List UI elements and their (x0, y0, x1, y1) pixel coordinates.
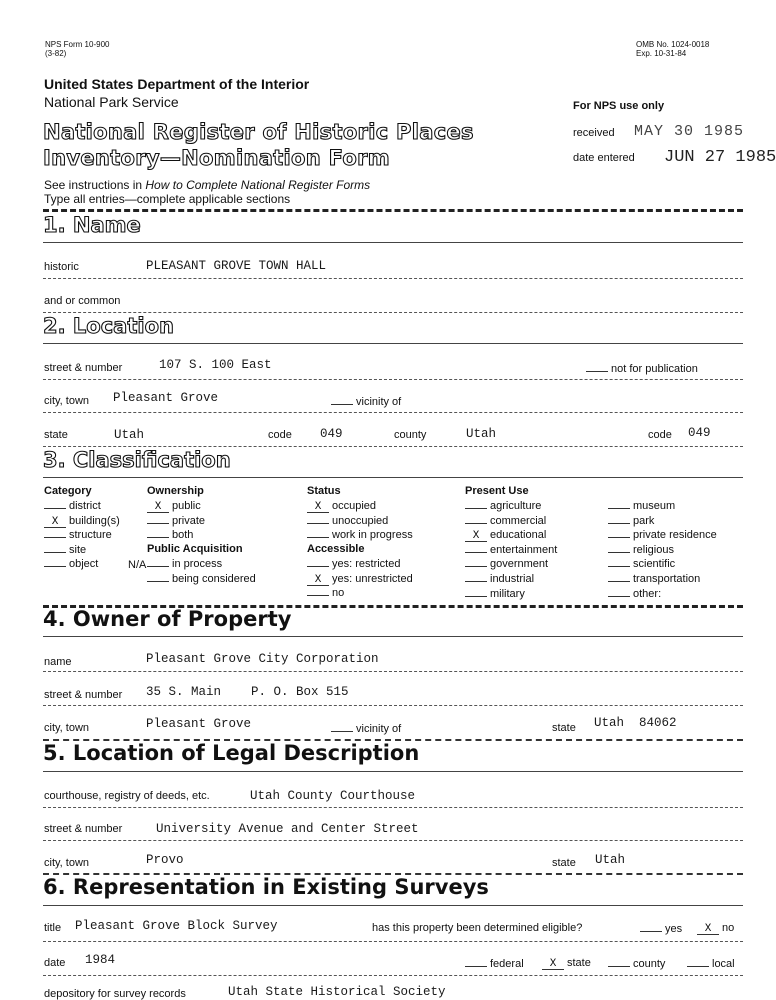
owner-street-field[interactable]: 35 S. Main P. O. Box 515 (146, 685, 349, 699)
checkbox-option[interactable] (307, 514, 413, 529)
divider (43, 705, 743, 706)
survey-title-label: title (44, 922, 62, 934)
historic-name-field[interactable]: PLEASANT GROVE TOWN HALL (146, 259, 327, 273)
owner-vicinity-of[interactable]: vicinity of (331, 722, 401, 735)
checkbox-option[interactable] (608, 557, 717, 572)
checkbox-label: yes: restricted (332, 558, 401, 570)
checkbox-mark[interactable] (608, 587, 630, 597)
state-label: state (44, 429, 68, 441)
checkbox-label: religious (633, 543, 674, 556)
checkbox-mark[interactable] (465, 572, 487, 582)
status-heading: Status (307, 485, 341, 497)
date-entered-label: date entered (573, 152, 635, 164)
survey-date-field[interactable]: 1984 (85, 953, 116, 967)
checkbox-mark[interactable] (608, 528, 630, 538)
checkbox-mark[interactable]: X (44, 518, 66, 528)
checkbox-option[interactable] (465, 557, 557, 572)
checkbox-mark[interactable] (608, 514, 630, 524)
instructions-line1: See instructions in How to Complete National Register Forms (44, 178, 371, 192)
checkbox-label: other: (633, 587, 662, 600)
checkbox-mark[interactable] (608, 499, 630, 509)
category-list (44, 499, 120, 572)
present-use-heading: Present Use (465, 485, 529, 497)
checkbox-label: object (69, 558, 99, 571)
checkbox-option[interactable] (608, 514, 717, 529)
checkbox-option[interactable] (307, 499, 413, 514)
checkbox-mark[interactable] (147, 514, 169, 524)
checkbox-mark[interactable] (465, 514, 487, 524)
checkbox-mark[interactable] (44, 557, 66, 567)
owner-name-field[interactable]: Pleasant Grove City Corporation (146, 652, 379, 666)
divider (43, 636, 743, 637)
county-field[interactable]: Utah (466, 427, 497, 441)
checkbox-mark[interactable] (307, 528, 329, 538)
checkbox-label: museum (633, 500, 676, 512)
divider (43, 278, 743, 279)
divider (43, 312, 743, 313)
category-heading: Category (44, 485, 92, 497)
section-3-heading: 3. Classification (43, 448, 231, 472)
county-code-field[interactable]: 049 (688, 426, 711, 440)
checkbox-option[interactable] (44, 557, 120, 572)
checkbox-option[interactable] (147, 557, 256, 572)
legal-state-label: state (552, 857, 576, 869)
checkbox-option[interactable] (465, 528, 557, 543)
legal-street-field[interactable]: University Avenue and Center Street (156, 822, 419, 836)
checkbox-mark[interactable] (44, 543, 66, 553)
checkbox-mark[interactable] (608, 557, 630, 567)
checkbox-label: park (633, 514, 655, 527)
checkbox-mark[interactable]: X (307, 576, 329, 586)
checkbox-option[interactable] (608, 499, 717, 514)
divider (43, 840, 743, 841)
checkbox-label: no (332, 587, 345, 600)
checkbox-label: private (172, 514, 206, 527)
courthouse-field[interactable]: Utah County Courthouse (250, 789, 416, 803)
courthouse-label: courthouse, registry of deeds, etc. (44, 790, 210, 802)
expiration: Exp. 10-31-84 (636, 49, 687, 58)
checkbox-option[interactable] (147, 572, 256, 587)
checkbox-label: being considered (172, 572, 256, 585)
divider (43, 975, 743, 976)
checkbox-option[interactable] (465, 572, 557, 587)
checkbox-label: public (172, 500, 201, 512)
checkbox-option[interactable] (608, 528, 717, 543)
level-local[interactable]: local (687, 957, 735, 970)
checkbox-label: agriculture (490, 500, 542, 512)
divider (43, 412, 743, 413)
common-name-label: and or common (44, 295, 121, 307)
legal-city-field[interactable]: Provo (146, 853, 184, 867)
depository-field[interactable]: Utah State Historical Society (228, 985, 446, 999)
checkbox-label: industrial (490, 572, 535, 585)
checkbox-mark[interactable]: X (465, 532, 487, 542)
vicinity-of[interactable]: vicinity of (331, 395, 401, 408)
legal-state-field[interactable]: Utah (595, 853, 626, 867)
form-number: NPS Form 10-900 (45, 40, 110, 49)
present-use-list-2 (608, 499, 717, 601)
divider (43, 771, 743, 772)
owner-state-field[interactable]: Utah 84062 (594, 716, 677, 730)
checkbox-option[interactable] (465, 587, 557, 602)
owner-state-label: state (552, 722, 576, 734)
checkbox-mark[interactable] (147, 528, 169, 538)
form-revision: (3-82) (45, 49, 67, 58)
checkbox-label: private residence (633, 529, 717, 542)
checkbox-label: work in progress (332, 529, 413, 542)
checkbox-label: transportation (633, 572, 701, 585)
checkbox-label: building(s) (69, 514, 120, 527)
eligible-question: has this property been determined eligible? (372, 922, 583, 934)
divider (43, 477, 743, 478)
historic-label: historic (44, 261, 79, 273)
ownership-list (147, 499, 205, 543)
section-1-heading: 1. Name (43, 213, 141, 237)
county-code-label: code (648, 429, 672, 441)
checkbox-option[interactable] (307, 557, 413, 572)
owner-city-label: city, town (44, 722, 90, 734)
present-use-list-1 (465, 499, 557, 601)
state-field[interactable]: Utah (114, 428, 145, 442)
divider (43, 446, 743, 447)
depository-label: depository for survey records (44, 988, 186, 1000)
checkbox-mark[interactable] (465, 587, 487, 597)
checkbox-mark[interactable] (465, 543, 487, 553)
checkbox-mark[interactable] (307, 586, 329, 596)
checkbox-label: educational (490, 529, 547, 542)
street-number-field[interactable]: 107 S. 100 East (159, 358, 272, 372)
city-town-label: city, town (44, 395, 90, 407)
level-federal[interactable]: federal (465, 957, 524, 970)
checkbox-option[interactable] (44, 528, 120, 543)
checkbox-mark[interactable] (147, 557, 169, 567)
checkbox-option[interactable] (465, 543, 557, 558)
checkbox-option[interactable] (465, 514, 557, 529)
checkbox-option[interactable] (307, 528, 413, 543)
omb-number: OMB No. 1024-0018 (636, 40, 710, 49)
survey-title-field[interactable]: Pleasant Grove Block Survey (75, 919, 278, 933)
form-title-line2: Inventory—Nomination Form (43, 146, 390, 170)
checkbox-option[interactable] (147, 514, 205, 529)
acquisition-heading: Public Acquisition (147, 543, 243, 555)
checkbox-mark[interactable] (465, 499, 487, 509)
eligible-yes[interactable]: yes (640, 922, 682, 935)
checkbox-label: in process (172, 558, 223, 570)
checkbox-option[interactable] (307, 586, 413, 601)
divider (43, 941, 743, 942)
checkbox-label: government (490, 558, 549, 571)
checkbox-mark[interactable] (608, 572, 630, 582)
code-label: code (268, 429, 292, 441)
divider (43, 671, 743, 672)
acquisition-na: N/A (128, 559, 147, 571)
checkbox-mark[interactable] (465, 557, 487, 567)
city-town-field[interactable]: Pleasant Grove (113, 391, 219, 405)
level-state[interactable]: X state (542, 957, 591, 970)
checkbox-mark[interactable] (307, 557, 329, 567)
checkbox-mark[interactable] (44, 499, 66, 509)
survey-date-label: date (44, 957, 66, 969)
street-number-label: street & number (44, 362, 123, 374)
status-list (307, 499, 413, 543)
department: United States Department of the Interior (44, 76, 310, 92)
section-4-heading: 4. Owner of Property (43, 607, 292, 631)
checkbox-label: military (490, 587, 525, 600)
checkbox-option[interactable] (147, 499, 205, 514)
checkbox-label: structure (69, 529, 112, 542)
eligible-no[interactable]: X no (697, 922, 734, 935)
accessible-list (307, 557, 413, 601)
checkbox-label: yes: unrestricted (332, 572, 413, 585)
section-6-heading: 6. Representation in Existing Surveys (43, 875, 489, 899)
checkbox-label: occupied (332, 500, 377, 512)
section-5-heading: 5. Location of Legal Description (43, 741, 420, 765)
checkbox-option[interactable] (44, 514, 120, 529)
section-2-heading: 2. Location (43, 314, 174, 338)
date-entered-stamp: JUN 27 1985 (664, 148, 776, 167)
not-for-publication[interactable]: not for publication (586, 362, 698, 375)
accessible-heading: Accessible (307, 543, 365, 555)
checkbox-mark[interactable]: X (307, 503, 329, 513)
checkbox-mark[interactable] (44, 528, 66, 538)
instructions-line2: Type all entries—complete applicable sections (44, 192, 291, 206)
divider (43, 905, 743, 906)
checkbox-mark[interactable] (147, 572, 169, 582)
checkbox-option[interactable] (44, 499, 120, 514)
checkbox-label: site (69, 543, 87, 556)
checkbox-label: unoccupied (332, 514, 389, 527)
checkbox-option[interactable] (147, 528, 205, 543)
legal-street-label: street & number (44, 823, 123, 835)
received-label: received (573, 127, 615, 139)
checkbox-mark[interactable] (307, 514, 329, 524)
checkbox-option[interactable] (465, 499, 557, 514)
owner-name-label: name (44, 656, 72, 668)
divider (43, 379, 743, 380)
code-field[interactable]: 049 (320, 427, 343, 441)
checkbox-option[interactable] (608, 543, 717, 558)
divider (43, 343, 743, 344)
section-divider (43, 209, 743, 212)
form-title-line1: National Register of Historic Places (43, 120, 474, 144)
checkbox-label: entertainment (490, 543, 558, 556)
checkbox-option[interactable] (608, 587, 717, 602)
checkbox-option[interactable] (44, 543, 120, 558)
checkbox-label: commercial (490, 514, 547, 527)
service-name: National Park Service (44, 94, 179, 110)
checkbox-label: scientific (633, 558, 676, 571)
checkbox-mark[interactable]: X (147, 503, 169, 513)
checkbox-label: district (69, 500, 101, 512)
divider (43, 242, 743, 243)
owner-street-label: street & number (44, 689, 123, 701)
county-label: county (394, 429, 427, 441)
legal-city-label: city, town (44, 857, 90, 869)
owner-city-field[interactable]: Pleasant Grove (146, 717, 252, 731)
level-county[interactable]: county (608, 957, 665, 970)
nps-use-title: For NPS use only (573, 100, 665, 112)
received-stamp: MAY 30 1985 (634, 123, 745, 140)
checkbox-option[interactable] (307, 572, 413, 587)
checkbox-mark[interactable] (608, 543, 630, 553)
checkbox-label: both (172, 529, 194, 542)
divider (43, 807, 743, 808)
checkbox-option[interactable] (608, 572, 717, 587)
ownership-heading: Ownership (147, 485, 204, 497)
acquisition-list (147, 557, 256, 586)
